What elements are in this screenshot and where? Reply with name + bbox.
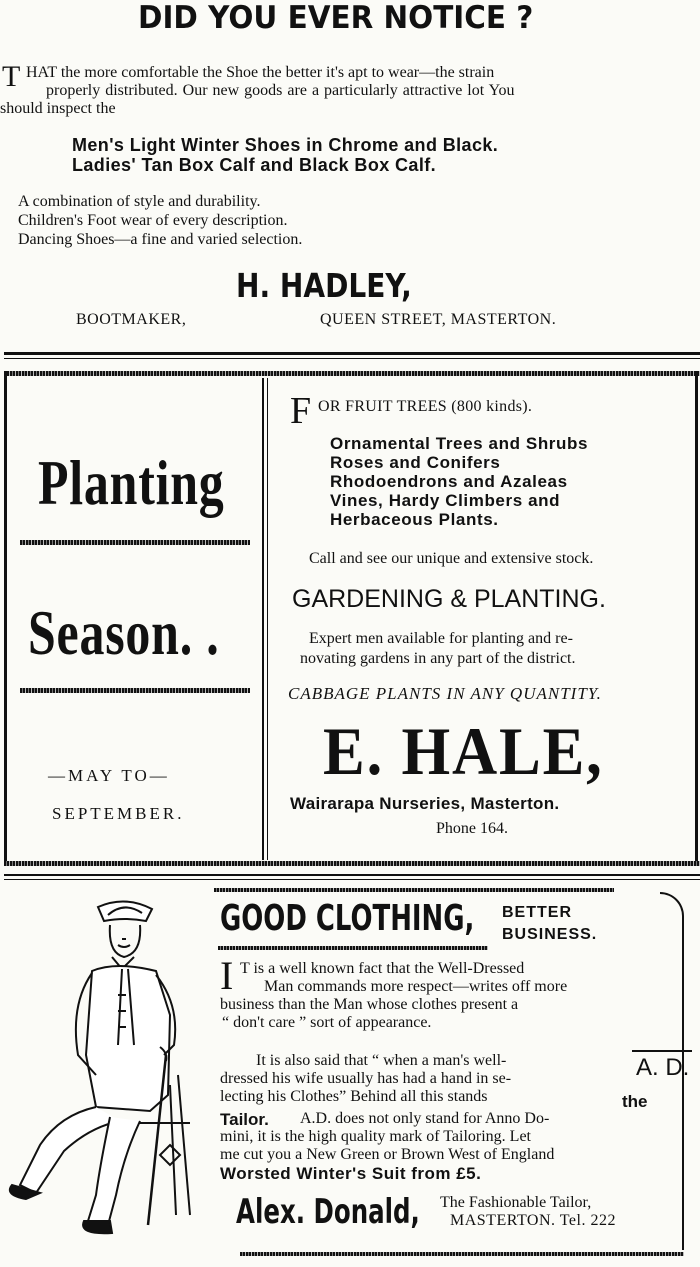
ad3-para1-line: business than the Man whose clothes present a — [220, 996, 519, 1013]
ad1-intro-line3: should inspect the — [0, 100, 116, 117]
ad3-right-border — [682, 960, 684, 1250]
ad2-dates-line2: SEPTEMBER. — [52, 804, 185, 823]
ad3-ad-badge: A. D. — [636, 1054, 690, 1081]
ad3-para1-line: “ don't care ” sort of appearance. — [222, 1014, 432, 1031]
ad1-feature-list — [18, 192, 302, 249]
separator-rule — [4, 874, 700, 876]
ad3-merchant-name: Alex. Donald, — [236, 1192, 420, 1232]
ad1-merchant-name: H. HADLEY, — [236, 266, 412, 305]
ad3-para2-line: It is also said that “ when a man's well- — [256, 1052, 507, 1069]
ad2-plant-item: Ornamental Trees and Shrubs — [330, 434, 589, 453]
ad2-cabbage-text: CABBAGE PLANTS IN ANY QUANTITY. — [288, 684, 602, 703]
ad3-headline-better: BETTER — [502, 904, 572, 921]
ad1-feature-item: Dancing Shoes—a fine and varied selection. — [18, 231, 303, 248]
ad3-para1-line: T is a well known fact that the Well-Dressed — [240, 960, 525, 977]
separator-rule — [4, 879, 700, 880]
ad1-address: QUEEN STREET, MASTERTON. — [320, 311, 557, 328]
ad3-para3-line: me cut you a New Green or Brown West of England — [220, 1146, 555, 1163]
seated-gentleman-illustration — [0, 895, 210, 1245]
ad2-plant-list — [330, 434, 588, 529]
ad2-column-divider — [262, 378, 264, 860]
ad2-nursery-name: Wairarapa Nurseries, Masterton. — [290, 794, 560, 813]
ad1-bold-line2: Ladies' Tan Box Calf and Black Box Calf. — [72, 155, 437, 175]
ad3-the-word: the — [622, 1092, 648, 1111]
ad1-headline: DID YOU EVER NOTICE ? — [138, 0, 534, 36]
ad2-dates-line1: —MAY TO— — [48, 766, 170, 785]
ad2-merchant-name: E. HALE, — [323, 713, 604, 789]
ad2-planting-word: Planting — [38, 447, 225, 518]
ad2-left-rule — [20, 540, 250, 545]
ad1-bold-line1: Men's Light Winter Shoes in Chrome and Black. — [72, 135, 499, 155]
separator-rule — [4, 352, 700, 355]
ad3-headline: GOOD CLOTHING, — [220, 898, 475, 939]
ad2-left-border — [4, 371, 7, 863]
ad2-plant-item: Vines, Hardy Climbers and — [330, 491, 561, 510]
ad1-intro-line1: HAT the more comfortable the Shoe the better it's apt to wear—the strain — [26, 64, 495, 81]
ad2-plant-item: Rhodoendrons and Azaleas — [330, 472, 568, 491]
ad3-town-phone: MASTERTON. Tel. 222 — [450, 1212, 616, 1229]
ad3-head-rule — [218, 946, 488, 950]
ad3-bottom-rule — [240, 1252, 684, 1256]
ad1-trade: BOOTMAKER, — [76, 311, 187, 328]
ad2-call-text: Call and see our unique and extensive stock. — [309, 550, 594, 567]
ad2-plant-item: Herbaceous Plants. — [330, 510, 499, 529]
ad3-fashion-tagline: The Fashionable Tailor, — [440, 1194, 592, 1211]
ad3-para2-line: lecting his Clothes” Behind all this stands — [220, 1088, 488, 1105]
ad3-suit-offer: Worsted Winter's Suit from £5. — [220, 1164, 482, 1183]
ad2-dropcap: F — [290, 390, 312, 432]
ad3-headline-business: BUSINESS. — [502, 926, 598, 943]
ad2-right-border — [695, 371, 698, 863]
ad2-top-border — [4, 371, 700, 376]
ad3-para1-line: Man commands more respect—writes off more — [264, 978, 568, 995]
ad1-feature-item: A combination of style and durability. — [18, 193, 261, 210]
ad2-bottom-border — [4, 861, 700, 866]
ad3-para2-line: dressed his wife usually has had a hand in se- — [220, 1070, 512, 1087]
ad2-expert-line1: Expert men available for planting and re- — [309, 630, 573, 647]
ad1-feature-item: Children's Foot wear of every description. — [18, 212, 288, 229]
ad1-intro-line2: properly distributed. Our new goods are a particularly attractive lot You — [46, 82, 515, 99]
ad3-top-rule — [214, 888, 614, 892]
ad2-gardening-heading: GARDENING & PLANTING. — [292, 585, 606, 613]
ad3-tailor-word: Tailor. — [220, 1110, 269, 1129]
ad2-column-divider — [267, 378, 268, 860]
ad2-season-word: Season. . — [28, 597, 220, 668]
ad2-phone: Phone 164. — [436, 820, 508, 837]
ad3-para3-line: A.D. does not only stand for Anno Do- — [300, 1110, 550, 1127]
ad3-frame-corner — [660, 892, 684, 974]
ad2-plant-item: Roses and Conifers — [330, 453, 501, 472]
ad2-left-rule — [20, 688, 250, 693]
ad3-dropcap: I — [220, 953, 234, 998]
ad2-expert-line2: novating gardens in any part of the district. — [300, 650, 576, 667]
ad3-para3-line: mini, it is the high quality mark of Tailoring. Let — [220, 1128, 531, 1145]
separator-rule — [4, 358, 700, 359]
ad2-fruit-trees: OR FRUIT TREES (800 kinds). — [318, 398, 533, 415]
ad1-dropcap: T — [2, 60, 21, 93]
